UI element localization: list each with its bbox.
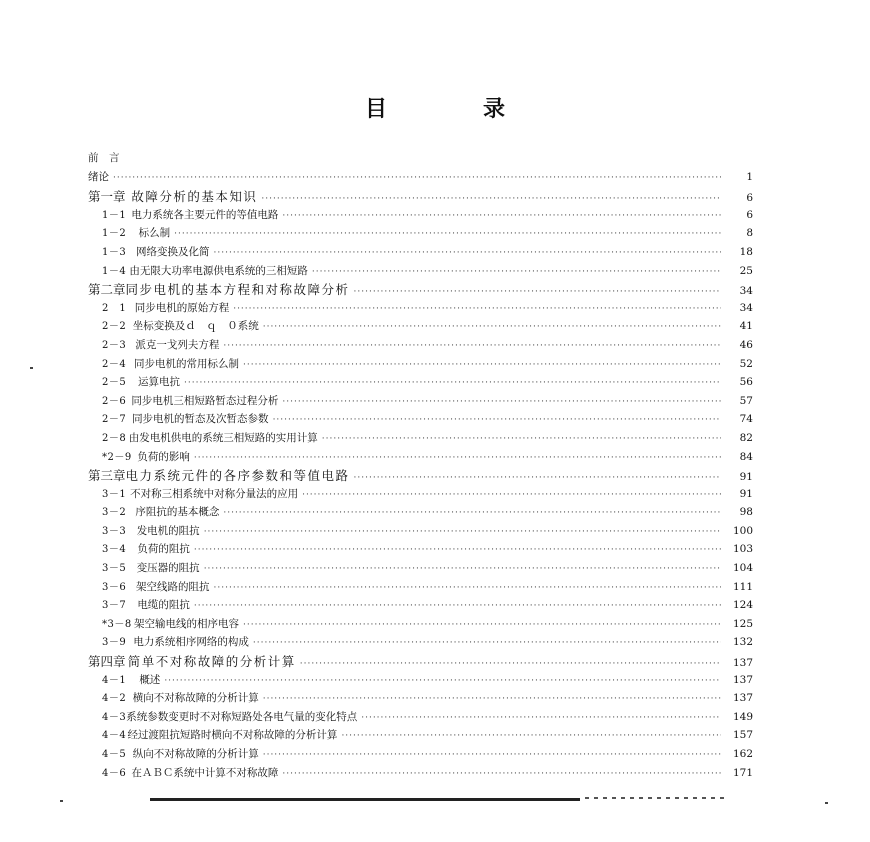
toc-leader-dots bbox=[113, 173, 721, 183]
toc-label: 发电机的阻抗 bbox=[136, 524, 200, 537]
toc-label: 电力系统相序网络的构成 bbox=[133, 636, 249, 649]
toc-page-number: 103 bbox=[732, 543, 753, 556]
toc-page-number: 149 bbox=[732, 710, 753, 723]
toc-leader-dots bbox=[164, 676, 721, 686]
toc-page-number: 56 bbox=[739, 376, 753, 389]
title-char-2: 录 bbox=[483, 96, 506, 122]
toc-number: 3－2 bbox=[102, 507, 127, 519]
toc-number: 2－2 bbox=[102, 321, 127, 333]
toc-leader-dots bbox=[361, 713, 721, 723]
toc-label: 负荷的阻抗 bbox=[137, 543, 190, 556]
toc-number: 第二章 bbox=[88, 282, 126, 298]
toc-chapter-row bbox=[88, 280, 753, 299]
toc-leader-dots bbox=[223, 508, 721, 518]
toc-number: 3－1 bbox=[102, 488, 127, 500]
toc-label: 网络变换及化简 bbox=[136, 245, 210, 258]
toc-leader-dots bbox=[354, 473, 721, 483]
toc-label: 简单不对称故障的分析计算 bbox=[127, 654, 296, 670]
toc-label: 序阻抗的基本概念 bbox=[135, 506, 220, 519]
page-title bbox=[0, 92, 870, 123]
toc-page-number: 82 bbox=[739, 431, 753, 444]
toc-page-number: 132 bbox=[732, 636, 753, 649]
toc-number: 第三章 bbox=[88, 468, 126, 484]
toc-page-number: 171 bbox=[732, 766, 753, 779]
toc-leader-dots bbox=[263, 750, 721, 760]
toc-label: 标么制 bbox=[138, 227, 171, 240]
toc-label: 横向不对称故障的分析计算 bbox=[132, 692, 259, 705]
toc-section-row bbox=[88, 596, 753, 615]
toc-section-row bbox=[88, 373, 753, 392]
toc-leader-dots bbox=[282, 211, 721, 221]
toc-label: 前 言 bbox=[88, 152, 120, 164]
toc-section-row bbox=[88, 764, 753, 783]
toc-label: 架空输电线的相序电容 bbox=[134, 617, 240, 630]
scan-speck bbox=[60, 800, 63, 802]
toc-chapter-row bbox=[88, 652, 753, 671]
toc-section-row bbox=[88, 410, 753, 429]
toc-leader-dots bbox=[341, 731, 721, 741]
toc-section-row bbox=[88, 262, 753, 281]
toc-page-number: 91 bbox=[739, 487, 753, 500]
toc-section-row bbox=[88, 708, 753, 727]
toc-label: 由无限大功率电源供电系统的三相短路 bbox=[129, 264, 308, 277]
toc-number: 4－1 bbox=[102, 674, 127, 686]
toc-number: 3－7 bbox=[102, 600, 127, 612]
toc-page-number: 137 bbox=[732, 673, 753, 686]
toc-page-number: 137 bbox=[732, 657, 753, 670]
toc-number: 2－4 bbox=[102, 358, 127, 370]
toc-page-number: 25 bbox=[739, 264, 753, 277]
toc-leader-dots bbox=[233, 304, 721, 314]
toc-label: 电力系统各主要元件的等值电路 bbox=[131, 208, 279, 221]
toc-section-row bbox=[88, 224, 753, 243]
toc-page-number: 6 bbox=[746, 208, 753, 221]
toc-label: 电力系统元件的各序参数和等值电路 bbox=[125, 468, 350, 484]
toc-page-number: 125 bbox=[732, 617, 753, 630]
toc-number: 2－7 bbox=[102, 414, 127, 426]
scan-speck bbox=[825, 802, 828, 804]
scan-artifact-dashes bbox=[585, 797, 725, 799]
toc-label: 坐标变换及ｄ ｑ ０系统 bbox=[132, 320, 259, 333]
toc-number: 1－3 bbox=[102, 246, 127, 258]
toc-page-number: 104 bbox=[732, 562, 753, 575]
toc-section-row bbox=[88, 671, 753, 690]
toc-page-number: 52 bbox=[739, 357, 753, 370]
toc-page-number: 74 bbox=[739, 413, 753, 426]
toc-leader-dots bbox=[214, 248, 721, 258]
toc-leader-dots bbox=[204, 527, 721, 537]
table-of-contents bbox=[88, 150, 753, 782]
toc-number: 2－8 bbox=[102, 432, 127, 444]
toc-page-number: 124 bbox=[732, 599, 753, 612]
toc-leader-dots bbox=[282, 769, 721, 779]
toc-section-row bbox=[88, 615, 753, 634]
toc-number: 4－4 bbox=[102, 730, 127, 742]
toc-leader-dots bbox=[184, 378, 721, 388]
toc-leader-dots bbox=[354, 287, 721, 297]
toc-number: 第四章 bbox=[88, 654, 126, 670]
toc-leader-dots bbox=[204, 564, 721, 574]
toc-page-number: 57 bbox=[739, 394, 753, 407]
toc-number: 第一章 bbox=[88, 189, 126, 205]
toc-page-number: 46 bbox=[739, 338, 753, 351]
toc-leader-dots bbox=[282, 397, 721, 407]
toc-section-row bbox=[88, 745, 753, 764]
toc-label: 派克一戈列夫方程 bbox=[135, 338, 220, 351]
toc-number: 1－4 bbox=[102, 265, 127, 277]
toc-section-row bbox=[88, 540, 753, 559]
scan-artifact-line bbox=[150, 798, 580, 801]
toc-number: 3－3 bbox=[102, 525, 127, 537]
toc-page-number: 162 bbox=[732, 748, 753, 760]
toc-number: 4－6 bbox=[102, 767, 127, 779]
toc-number: *2－9 bbox=[102, 451, 132, 463]
toc-page-number: 91 bbox=[739, 471, 753, 484]
toc-leader-dots bbox=[214, 583, 721, 593]
toc-section-row bbox=[88, 689, 753, 708]
toc-number: 3－4 bbox=[102, 544, 127, 556]
toc-page-number: 34 bbox=[739, 301, 753, 314]
toc-leader-dots bbox=[322, 434, 721, 444]
toc-label: 由发电机供电的系统三相短路的实用计算 bbox=[128, 431, 318, 444]
toc-section-row bbox=[88, 726, 753, 745]
toc-leader-dots bbox=[194, 453, 721, 463]
toc-number: 1－2 bbox=[102, 228, 127, 240]
toc-section-row bbox=[88, 578, 753, 597]
toc-number: 2－6 bbox=[102, 395, 127, 407]
title-char-1: 目 bbox=[364, 96, 387, 122]
toc-label: 同步电机的暂态及次暂态参数 bbox=[132, 413, 269, 426]
toc-label: 概述 bbox=[139, 673, 161, 686]
toc-number: 3－6 bbox=[102, 581, 127, 593]
toc-page-number: 8 bbox=[746, 227, 753, 240]
toc-label: 负荷的影响 bbox=[137, 450, 190, 463]
toc-leader-dots bbox=[300, 659, 721, 669]
toc-label: 同步电机的原始方程 bbox=[134, 301, 230, 314]
toc-label: 同步电机三相短路暂态过程分析 bbox=[131, 394, 279, 407]
toc-section-row bbox=[88, 559, 753, 578]
toc-section-row bbox=[88, 392, 753, 411]
toc-section-row bbox=[88, 522, 753, 541]
toc-leader-dots bbox=[302, 490, 721, 500]
toc-page-number: 111 bbox=[732, 580, 753, 593]
toc-front-row bbox=[88, 169, 753, 188]
toc-page-number: 98 bbox=[739, 506, 753, 519]
toc-label: 同步电机的基本方程和对称故障分析 bbox=[125, 282, 350, 298]
toc-label: 经过渡阻抗短路时横向不对称故障的分析计算 bbox=[127, 729, 338, 742]
toc-number: 4－2 bbox=[102, 693, 127, 705]
toc-number: 2－3 bbox=[102, 339, 127, 351]
toc-number: 2 1 bbox=[102, 302, 127, 314]
toc-number: 3－5 bbox=[102, 563, 127, 575]
toc-chapter-row bbox=[88, 187, 753, 206]
toc-number: 4－5 bbox=[102, 749, 127, 760]
toc-page-number: 6 bbox=[746, 192, 753, 205]
toc-section-row bbox=[88, 243, 753, 262]
toc-leader-dots bbox=[261, 194, 721, 204]
toc-leader-dots bbox=[174, 229, 721, 239]
toc-section-row bbox=[88, 336, 753, 355]
toc-page-number: 157 bbox=[732, 729, 753, 742]
toc-leader-dots bbox=[243, 620, 721, 630]
toc-page-number: 1 bbox=[746, 170, 753, 183]
toc-section-row bbox=[88, 448, 753, 467]
toc-chapter-row bbox=[88, 466, 753, 485]
toc-label: 绪论 bbox=[88, 170, 109, 183]
toc-leader-dots bbox=[194, 601, 721, 611]
toc-section-row bbox=[88, 317, 753, 336]
toc-label: 变压器的阻抗 bbox=[136, 562, 200, 575]
toc-label: 纵向不对称故障的分析计算 bbox=[132, 748, 259, 760]
toc-leader-dots bbox=[273, 415, 721, 425]
toc-label: 故障分析的基本知识 bbox=[131, 189, 258, 205]
toc-number: 2－5 bbox=[102, 377, 127, 389]
toc-leader-dots bbox=[243, 360, 721, 370]
toc-page-number: 100 bbox=[732, 524, 753, 537]
toc-leader-dots bbox=[263, 322, 721, 332]
toc-label: 同步电机的常用标么制 bbox=[134, 357, 240, 370]
toc-section-row bbox=[88, 503, 753, 522]
scan-speck bbox=[30, 367, 33, 369]
toc-leader-dots bbox=[223, 341, 721, 351]
toc-page-number: 84 bbox=[739, 450, 753, 463]
toc-label: 不对称三相系统中对称分量法的应用 bbox=[130, 487, 299, 500]
toc-number: 3－9 bbox=[102, 637, 127, 649]
toc-section-row bbox=[88, 633, 753, 652]
toc-page-number: 137 bbox=[732, 692, 753, 705]
toc-label: 在ＡＢＣ系统中计算不对称故障 bbox=[131, 766, 279, 779]
toc-page-number: 18 bbox=[739, 245, 753, 258]
toc-section-row bbox=[88, 355, 753, 374]
toc-leader-dots bbox=[194, 545, 721, 555]
toc-leader-dots bbox=[263, 694, 721, 704]
toc-number: 1－1 bbox=[102, 209, 127, 221]
toc-leader-dots bbox=[312, 267, 721, 277]
toc-label: 架空线路的阻抗 bbox=[136, 580, 210, 593]
toc-section-row bbox=[88, 299, 753, 318]
toc-number: 4－3 bbox=[102, 711, 127, 723]
toc-front-row bbox=[88, 150, 753, 169]
toc-section-row bbox=[88, 485, 753, 504]
toc-leader-dots bbox=[253, 638, 721, 648]
toc-number: *3－8 bbox=[102, 618, 132, 630]
toc-page-number: 34 bbox=[739, 285, 753, 298]
toc-section-row bbox=[88, 429, 753, 448]
toc-label: 电缆的阻抗 bbox=[137, 599, 190, 612]
toc-section-row bbox=[88, 206, 753, 225]
toc-label: 运算电抗 bbox=[138, 376, 180, 389]
toc-label: 系统参数变更时不对称短路处各电气量的变化特点 bbox=[126, 710, 358, 723]
toc-page-number: 41 bbox=[739, 320, 753, 333]
